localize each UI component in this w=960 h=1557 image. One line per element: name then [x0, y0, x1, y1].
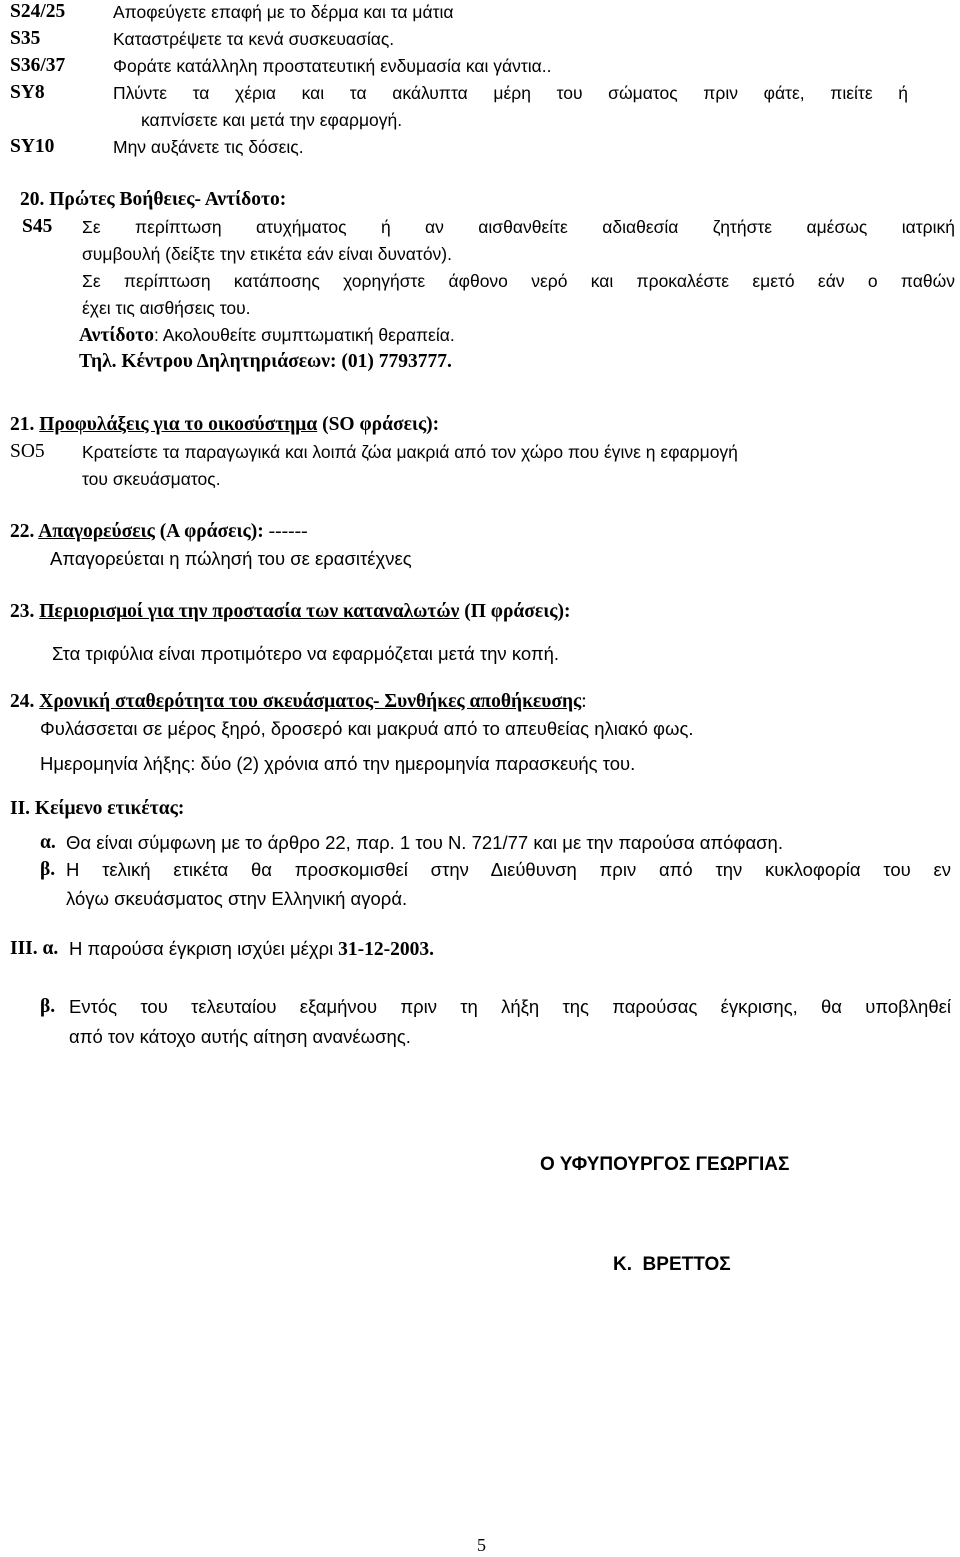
- section-II-a-label: α.: [40, 832, 56, 853]
- section-II-heading: ΙΙ. Κείμενο ετικέτας:: [10, 798, 185, 819]
- phrase-text: Καταστρέψετε τα κενά συσκευασίας.: [113, 29, 395, 49]
- section-23-paren: (Π φράσεις):: [464, 601, 571, 622]
- so5-line-2: του σκευάσματος.: [82, 469, 221, 489]
- section-24-title: Χρονική σταθερότητα του σκευάσματος- Συνθήκες αποθήκευσης: [39, 691, 582, 712]
- phrase-text: Μην αυξάνετε τις δόσεις.: [113, 137, 304, 157]
- s45-line-1: Σε περίπτωση ατυχήματος ή αν αισθανθείτε αδιαθεσία ζητήστε αμέσως ιατρική: [82, 217, 955, 237]
- s45-line-3: Σε περίπτωση κατάποσης χορηγήστε άφθονο νερό και προκαλέστε εμετό εάν ο παθών: [82, 271, 955, 291]
- section-II-b-label: β.: [40, 859, 56, 880]
- section-24-line-1: Φυλάσσεται σε μέρος ξηρό, δροσερό και μακρυά από το απευθείας ηλιακό φως.: [40, 718, 694, 739]
- section-23-heading: [10, 600, 570, 624]
- phrase-code: S35: [10, 28, 41, 49]
- section-23-title: Περιορισμοί για την προστασία των καταναλωτών: [39, 601, 460, 622]
- section-III-a-text: Η παρούσα έγκριση ισχύει μέχρι: [69, 938, 334, 959]
- section-22-number: 22.: [10, 521, 35, 542]
- section-22-line: Απαγορεύεται η πώλησή του σε ερασιτέχνες: [50, 548, 412, 569]
- section-21-heading: [10, 413, 439, 437]
- section-24-heading: [10, 690, 587, 714]
- s45-line-2: συμβουλή (δείξτε την ετικέτα εάν είναι δυνατόν).: [82, 244, 452, 264]
- section-20-heading: 20. Πρώτες Βοήθειες- Αντίδοτο:: [20, 189, 287, 210]
- so5-code: SO5: [10, 441, 45, 462]
- section-III-b-label: β.: [40, 996, 56, 1017]
- section-21-paren: (SO φράσεις):: [322, 414, 440, 435]
- phrase-text: Φοράτε κατάλληλη προστατευτική ενδυμασία και γάντια..: [113, 56, 552, 76]
- section-III-a-line: [69, 937, 434, 962]
- antidote-label: Αντίδοτο: [79, 325, 154, 346]
- section-23-number: 23.: [10, 601, 35, 622]
- section-24-line-2: Ημερομηνία λήξης: δύο (2) χρόνια από την ημερομηνία παρασκευής του.: [40, 753, 636, 774]
- section-24-number: 24.: [10, 691, 35, 712]
- antidote-text: : Ακολουθείτε συμπτωματική θεραπεία.: [154, 325, 455, 345]
- section-III-b-line-2: από τον κάτοχο αυτής αίτηση ανανέωσης.: [69, 1026, 411, 1047]
- phrase-code: S24/25: [10, 1, 66, 22]
- section-22-title: Απαγορεύσεις: [38, 521, 155, 542]
- section-III-a-date: 31-12-2003.: [338, 939, 434, 960]
- section-22-dashes: ------: [268, 521, 308, 542]
- section-II-b-line-1: Η τελική ετικέτα θα προσκομισθεί στην Διεύθυνση πριν από την κυκλοφορία του εν: [66, 859, 951, 880]
- s45-code: S45: [22, 216, 53, 237]
- so5-line-1: Κρατείστε τα παραγωγικά και λοιπά ζώα μακριά από τον χώρο που έγινε η εφαρμογή: [82, 442, 738, 462]
- section-21-title: Προφυλάξεις για το οικοσύστημα: [39, 414, 318, 435]
- page-number: 5: [477, 1535, 486, 1555]
- phrase-text: Πλύντε τα χέρια και τα ακάλυπτα μέρη του σώματος πριν φάτε, πιείτε ή: [113, 83, 908, 103]
- section-24-colon: :: [581, 691, 587, 712]
- s45-line-4: έχει τις αισθήσεις του.: [82, 298, 251, 318]
- section-22-heading: [10, 520, 308, 544]
- phrase-text: Αποφεύγετε επαφή με το δέρμα και τα μάτια: [113, 2, 454, 22]
- section-22-paren: (Α φράσεις):: [159, 521, 264, 542]
- phrase-code: SY10: [10, 136, 55, 157]
- signature-title: Ο ΥΦΥΠΟΥΡΓΟΣ ΓΕΩΡΓΙΑΣ: [540, 1154, 790, 1175]
- section-III-label: ΙΙΙ. α.: [10, 938, 59, 959]
- phrase-code: SY8: [10, 82, 45, 103]
- poison-center-phone: Τηλ. Κέντρου Δηλητηριάσεων: (01) 7793777.: [79, 351, 452, 372]
- section-III-b-line-1: Εντός του τελευταίου εξαμήνου πριν τη λήξη της παρούσας έγκρισης, θα υποβληθεί: [69, 996, 951, 1017]
- antidote-line: [79, 323, 455, 348]
- section-II-b-line-2: λόγω σκευάσματος στην Ελληνική αγορά.: [66, 888, 408, 909]
- phrase-text-continued: καπνίσετε και μετά την εφαρμογή.: [141, 110, 403, 130]
- phrase-code: S36/37: [10, 55, 66, 76]
- section-21-number: 21.: [10, 414, 35, 435]
- signature-name: Κ. ΒΡΕΤΤΟΣ: [613, 1254, 731, 1275]
- section-II-a-text: Θα είναι σύμφωνη με το άρθρο 22, παρ. 1 του Ν. 721/77 και με την παρούσα απόφαση.: [66, 832, 783, 853]
- section-23-line: Στα τριφύλια είναι προτιμότερο να εφαρμόζεται μετά την κοπή.: [52, 643, 560, 664]
